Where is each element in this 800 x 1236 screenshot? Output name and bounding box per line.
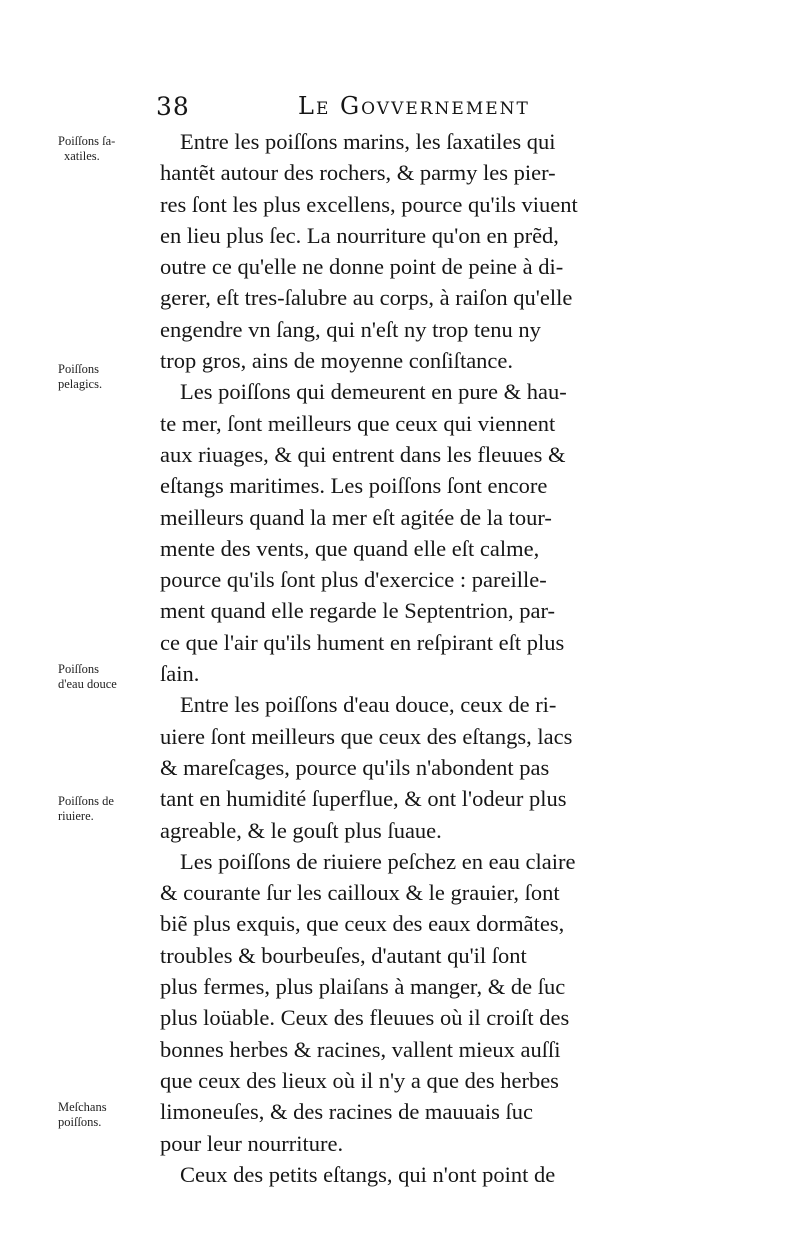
margin-note-line: Meſchans xyxy=(58,1100,107,1114)
text-line: gerer, eſt tres-ſalubre au corps, à raiſon qu'elle xyxy=(160,285,573,311)
text-line: hantẽt autour des rochers, & parmy les pier- xyxy=(160,160,556,186)
text-line: agreable, & le gouſt plus ſuaue. xyxy=(160,817,442,843)
text-line: eſtangs maritimes. Les poiſſons ſont encore xyxy=(160,473,548,499)
text-line: uiere ſont meilleurs que ceux des eſtangs, lacs xyxy=(160,723,573,749)
text-line: pource qu'ils ſont plus d'exercice : pareille- xyxy=(160,567,547,593)
text-line: tant en humidité ſuperflue, & ont l'odeur plus xyxy=(160,786,567,812)
page-header xyxy=(148,92,568,128)
margin-note-line: Poiſſons de xyxy=(58,794,114,808)
margin-note-eau-douce xyxy=(58,662,158,692)
text-line: troubles & bourbeuſes, d'autant qu'il ſont xyxy=(160,942,527,968)
text-line: pour leur nourriture. xyxy=(160,1130,344,1156)
text-line: Les poiſſons de riuiere peſchez en eau claire xyxy=(180,848,576,874)
margin-note-riuiere xyxy=(58,794,158,824)
text-line: meilleurs quand la mer eſt agitée de la tour- xyxy=(160,504,552,530)
margin-note-line: Poiſſons xyxy=(58,662,99,676)
margin-note-line: d'eau douce xyxy=(58,677,117,691)
text-line: bonnes herbes & racines, vallent mieux auſſi xyxy=(160,1036,561,1062)
margin-note-line: Poiſſons xyxy=(58,362,99,376)
margin-note-saxatiles xyxy=(58,134,158,164)
margin-note-line: pelagics. xyxy=(58,377,103,391)
text-line: ſain. xyxy=(160,661,200,687)
text-line: mente des vents, que quand elle eſt calme, xyxy=(160,535,540,561)
margin-note-line: Poiſſons ſa- xyxy=(58,134,116,148)
running-title: Le Govvernement xyxy=(298,92,530,120)
text-line: plus loüable. Ceux des fleuues où il croiſt des xyxy=(160,1005,570,1031)
main-text xyxy=(160,126,640,1190)
text-line: res ſont les plus excellens, pource qu'ils viuent xyxy=(160,191,578,217)
text-line: te mer, ſont meilleurs que ceux qui viennent xyxy=(160,410,556,436)
page-number: 38 xyxy=(156,92,190,121)
text-line: aux riuages, & qui entrent dans les fleuues & xyxy=(160,441,566,467)
margin-note-line: riuiere. xyxy=(58,809,94,823)
margin-note-line: poiſſons. xyxy=(58,1115,102,1129)
text-line: outre ce qu'elle ne donne point de peine à di- xyxy=(160,254,564,280)
text-line: ce que l'air qu'ils hument en reſpirant eſt plus xyxy=(160,629,565,655)
text-line: trop gros, ains de moyenne conſiſtance. xyxy=(160,348,514,374)
text-line: biẽ plus exquis, que ceux des eaux dormãtes, xyxy=(160,911,565,937)
text-line: Les poiſſons qui demeurent en pure & hau- xyxy=(180,379,567,405)
text-line: ment quand elle regarde le Septentrion, par- xyxy=(160,598,556,624)
text-line: & mareſcages, pource qu'ils n'abondent pas xyxy=(160,754,550,780)
text-line: en lieu plus ſec. La nourriture qu'on en prẽd, xyxy=(160,222,559,248)
text-line: engendre vn ſang, qui n'eſt ny trop tenu ny xyxy=(160,316,541,342)
text-line: & courante ſur les cailloux & le grauier, ſont xyxy=(160,880,560,906)
margin-note-line: xatiles. xyxy=(64,149,100,163)
text-line: Ceux des petits eſtangs, qui n'ont point de xyxy=(180,1161,556,1187)
margin-note-pelagics xyxy=(58,362,158,392)
margin-note-meschans xyxy=(58,1100,158,1130)
text-line: Entre les poiſſons marins, les ſaxatiles qui xyxy=(180,129,556,154)
text-line: Entre les poiſſons d'eau douce, ceux de ri- xyxy=(180,692,557,718)
text-line: limoneuſes, & des racines de mauuais ſuc xyxy=(160,1099,534,1125)
text-line: plus fermes, plus plaiſans à manger, & de ſuc xyxy=(160,974,566,1000)
text-line: que ceux des lieux où il n'y a que des herbes xyxy=(160,1067,559,1093)
